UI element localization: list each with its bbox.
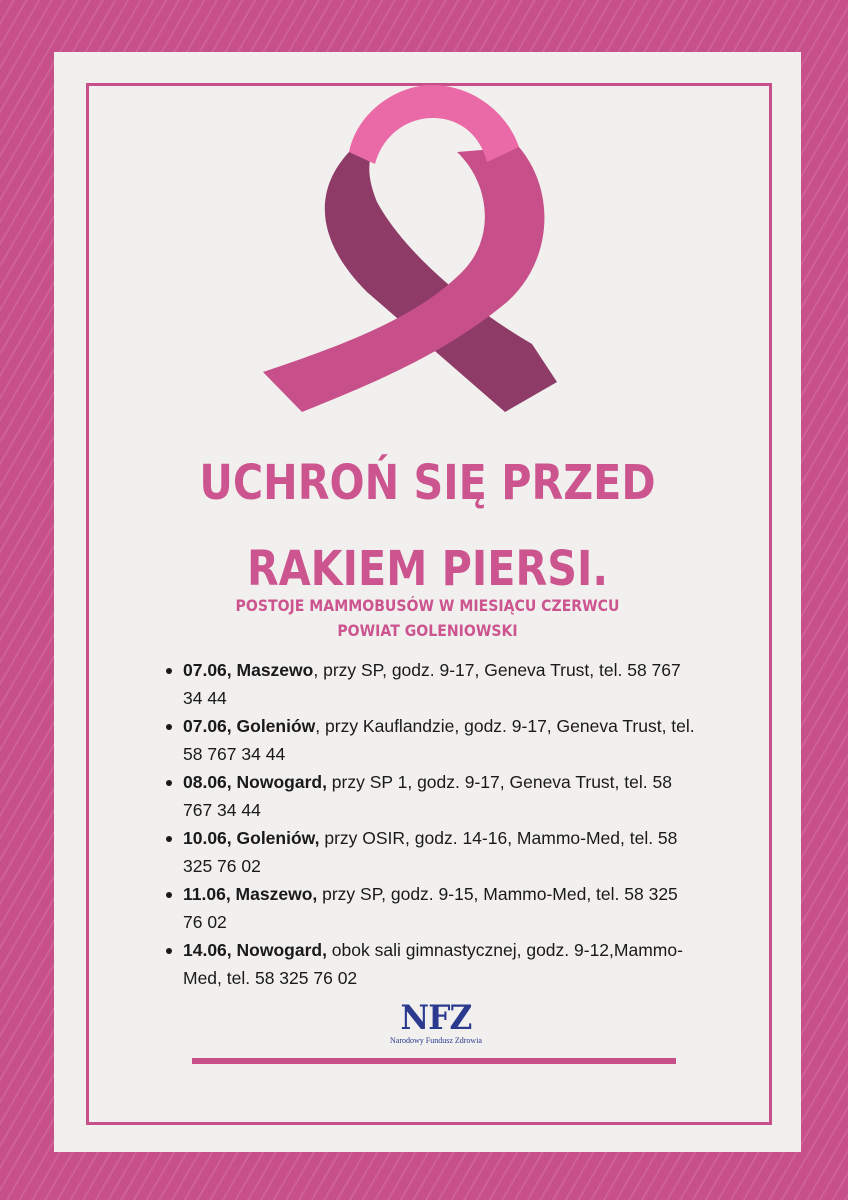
headline — [106, 440, 748, 612]
nfz-logo — [366, 1000, 506, 1046]
stop-date-place: 07.06, Maszewo — [183, 660, 314, 680]
poster-card — [54, 52, 801, 1152]
list-item — [166, 656, 696, 712]
stop-date-place: 11.06, Maszewo, — [183, 884, 318, 904]
stop-details: obok sali gimnastycznej, godz. 9-12,Mammo-Med, tel. 58 325 76 02 — [183, 940, 683, 988]
subtitle — [99, 593, 756, 643]
stop-details: przy OSIR, godz. 14-16, Mammo-Med, tel. 58 325 76 02 — [183, 828, 678, 876]
list-item — [166, 880, 696, 936]
stop-details: , przy Kauflandzie, godz. 9-17, Geneva Trust, tel. 58 767 34 44 — [183, 716, 695, 764]
headline-line-1: UCHROŃ SIĘ PRZED — [199, 455, 656, 511]
stop-date-place: 08.06, Nowogard, — [183, 772, 327, 792]
bottom-divider — [192, 1058, 676, 1064]
stop-details: przy SP, godz. 9-15, Mammo-Med, tel. 58 325 76 02 — [183, 884, 678, 932]
stop-details: przy SP 1, godz. 9-17, Geneva Trust, tel. 58 767 34 44 — [183, 772, 672, 820]
nfz-logo-caption: Narodowy Fundusz Zdrowia — [390, 1036, 482, 1045]
headline-line-2: RAKIEM PIERSI. — [246, 541, 609, 597]
stop-date-place: 10.06, Goleniów, — [183, 828, 320, 848]
nfz-logo-mark: NFZ — [400, 998, 472, 1038]
stops-list — [166, 656, 696, 992]
list-item — [166, 936, 696, 992]
list-item — [166, 824, 696, 880]
list-item — [166, 712, 696, 768]
awareness-ribbon-icon — [257, 82, 567, 412]
stop-date-place: 07.06, Goleniów — [183, 716, 316, 736]
list-item — [166, 768, 696, 824]
subtitle-line-2: POWIAT GOLENIOWSKI — [337, 621, 518, 640]
stop-date-place: 14.06, Nowogard, — [183, 940, 327, 960]
subtitle-line-1: POSTOJE MAMMOBUSÓW W MIESIĄCU CZERWCU — [235, 596, 620, 615]
stop-details: , przy SP, godz. 9-17, Geneva Trust, tel. 58 767 34 44 — [183, 660, 681, 708]
